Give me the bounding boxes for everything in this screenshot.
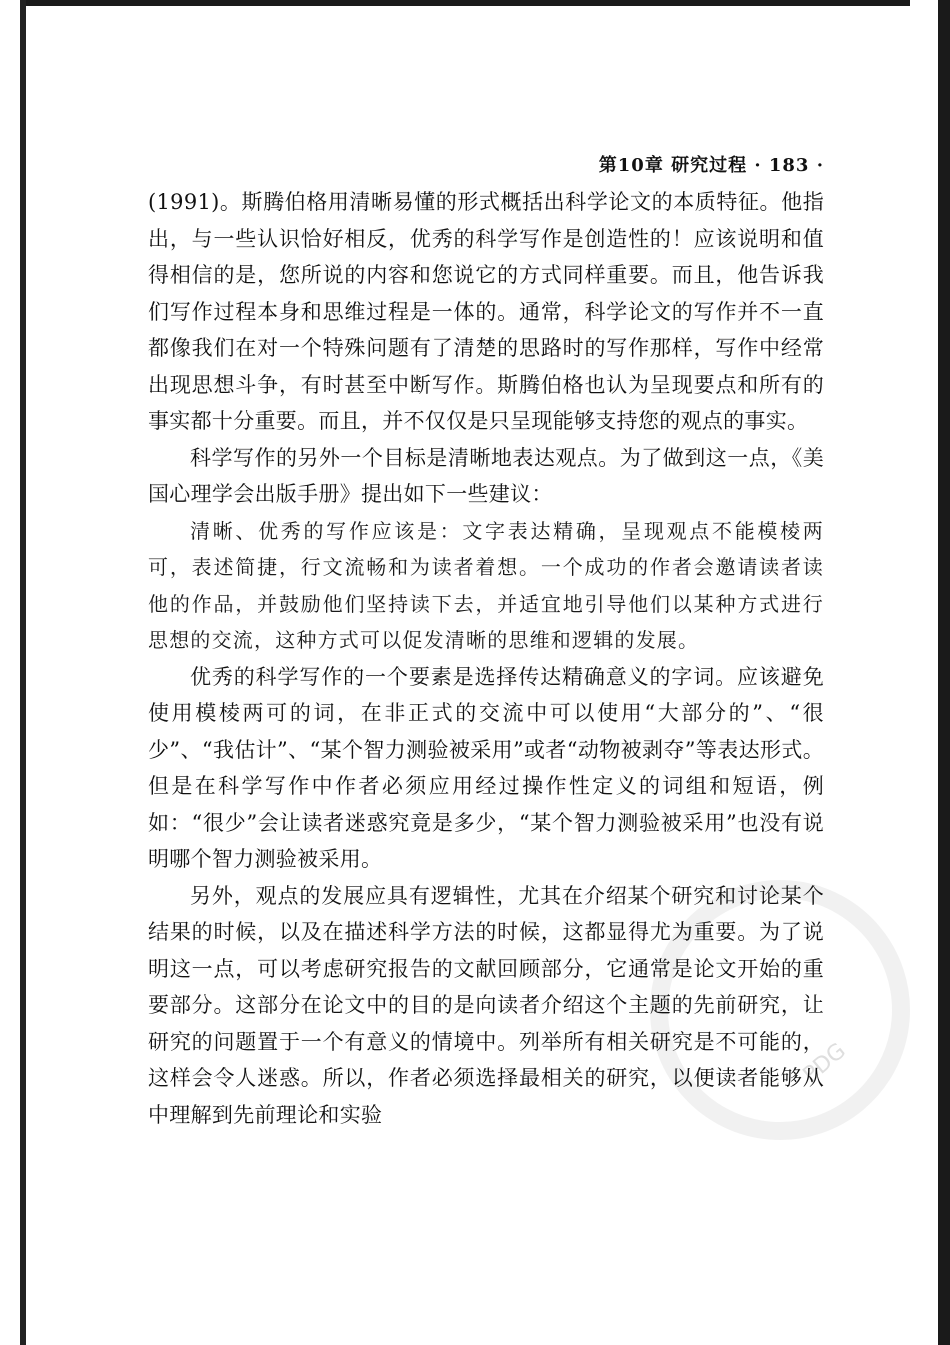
scan-edge-right xyxy=(910,0,950,1345)
paragraph-3: 优秀的科学写作的一个要素是选择传达精确意义的字词。应该避免使用模棱两可的词，在非正式的交流中可以使用“大部分的”、“很少”、“我估计”、“某个智力测验被采用”或者“动物被剥夺”等表达形式。但是在科学写作中作者必须应用经过操作性定义的词组和短语，例如：“很少”会让读者迷惑究竟是多少，“某个智力测验被采用”也没有说明哪个智力测验被采用。 xyxy=(148,664,824,871)
paragraph-1: (1991)。斯腾伯格用清晰易懂的形式概括出科学论文的本质特征。他指出，与一些认识恰好相反，优秀的科学写作是创造性的！应该说明和值得相信的是，您所说的内容和您说它的方式同样重要。而且，他告诉我们写作过程本身和思维过程是一体的。通常，科学论文的写作并不一直都像我们在对一个特殊问题有了清楚的思路时的写作那样，写作中经常出现思想斗争，有时甚至中断写作。斯腾伯格也认为呈现要点和所有的事实都十分重要。而且，并不仅仅是只呈现能够支持您的观点的事实。 xyxy=(148,190,824,433)
running-head: 第10章 研究过程 · 183 · xyxy=(598,155,824,176)
scan-edge-left xyxy=(0,0,26,1345)
block-quote: 清晰、优秀的写作应该是：文字表达精确，呈现观点不能模棱两可，表述简捷，行文流畅和为读者着想。一个成功的作者会邀请读者读他的作品，并鼓励他们坚持读下去，并适宜地引导他们以某种方式进行思想的交流，这种方式可以促发清晰的思维和逻辑的发展。 xyxy=(148,518,824,652)
scan-edge-top xyxy=(0,0,950,6)
watermark-text: PDG xyxy=(798,1038,851,1089)
book-page xyxy=(148,148,824,1133)
paragraph-4: 另外，观点的发展应具有逻辑性，尤其在介绍某个研究和讨论某个结果的时候，以及在描述科学方法的时候，这都显得尤为重要。为了说明这一点，可以考虑研究报告的文献回顾部分，它通常是论文开始的重要部分。这部分在论文中的目的是向读者介绍这个主题的先前研究，让研究的问题置于一个有意义的情境中。列举所有相关研究是不可能的，这样会令人迷惑。所以，作者必须选择最相关的研究，以便读者能够从中理解到先前理论和实验 xyxy=(148,883,824,1127)
paragraph-2: 科学写作的另外一个目标是清晰地表达观点。为了做到这一点，《美国心理学会出版手册》提出如下一些建议： xyxy=(148,445,824,506)
